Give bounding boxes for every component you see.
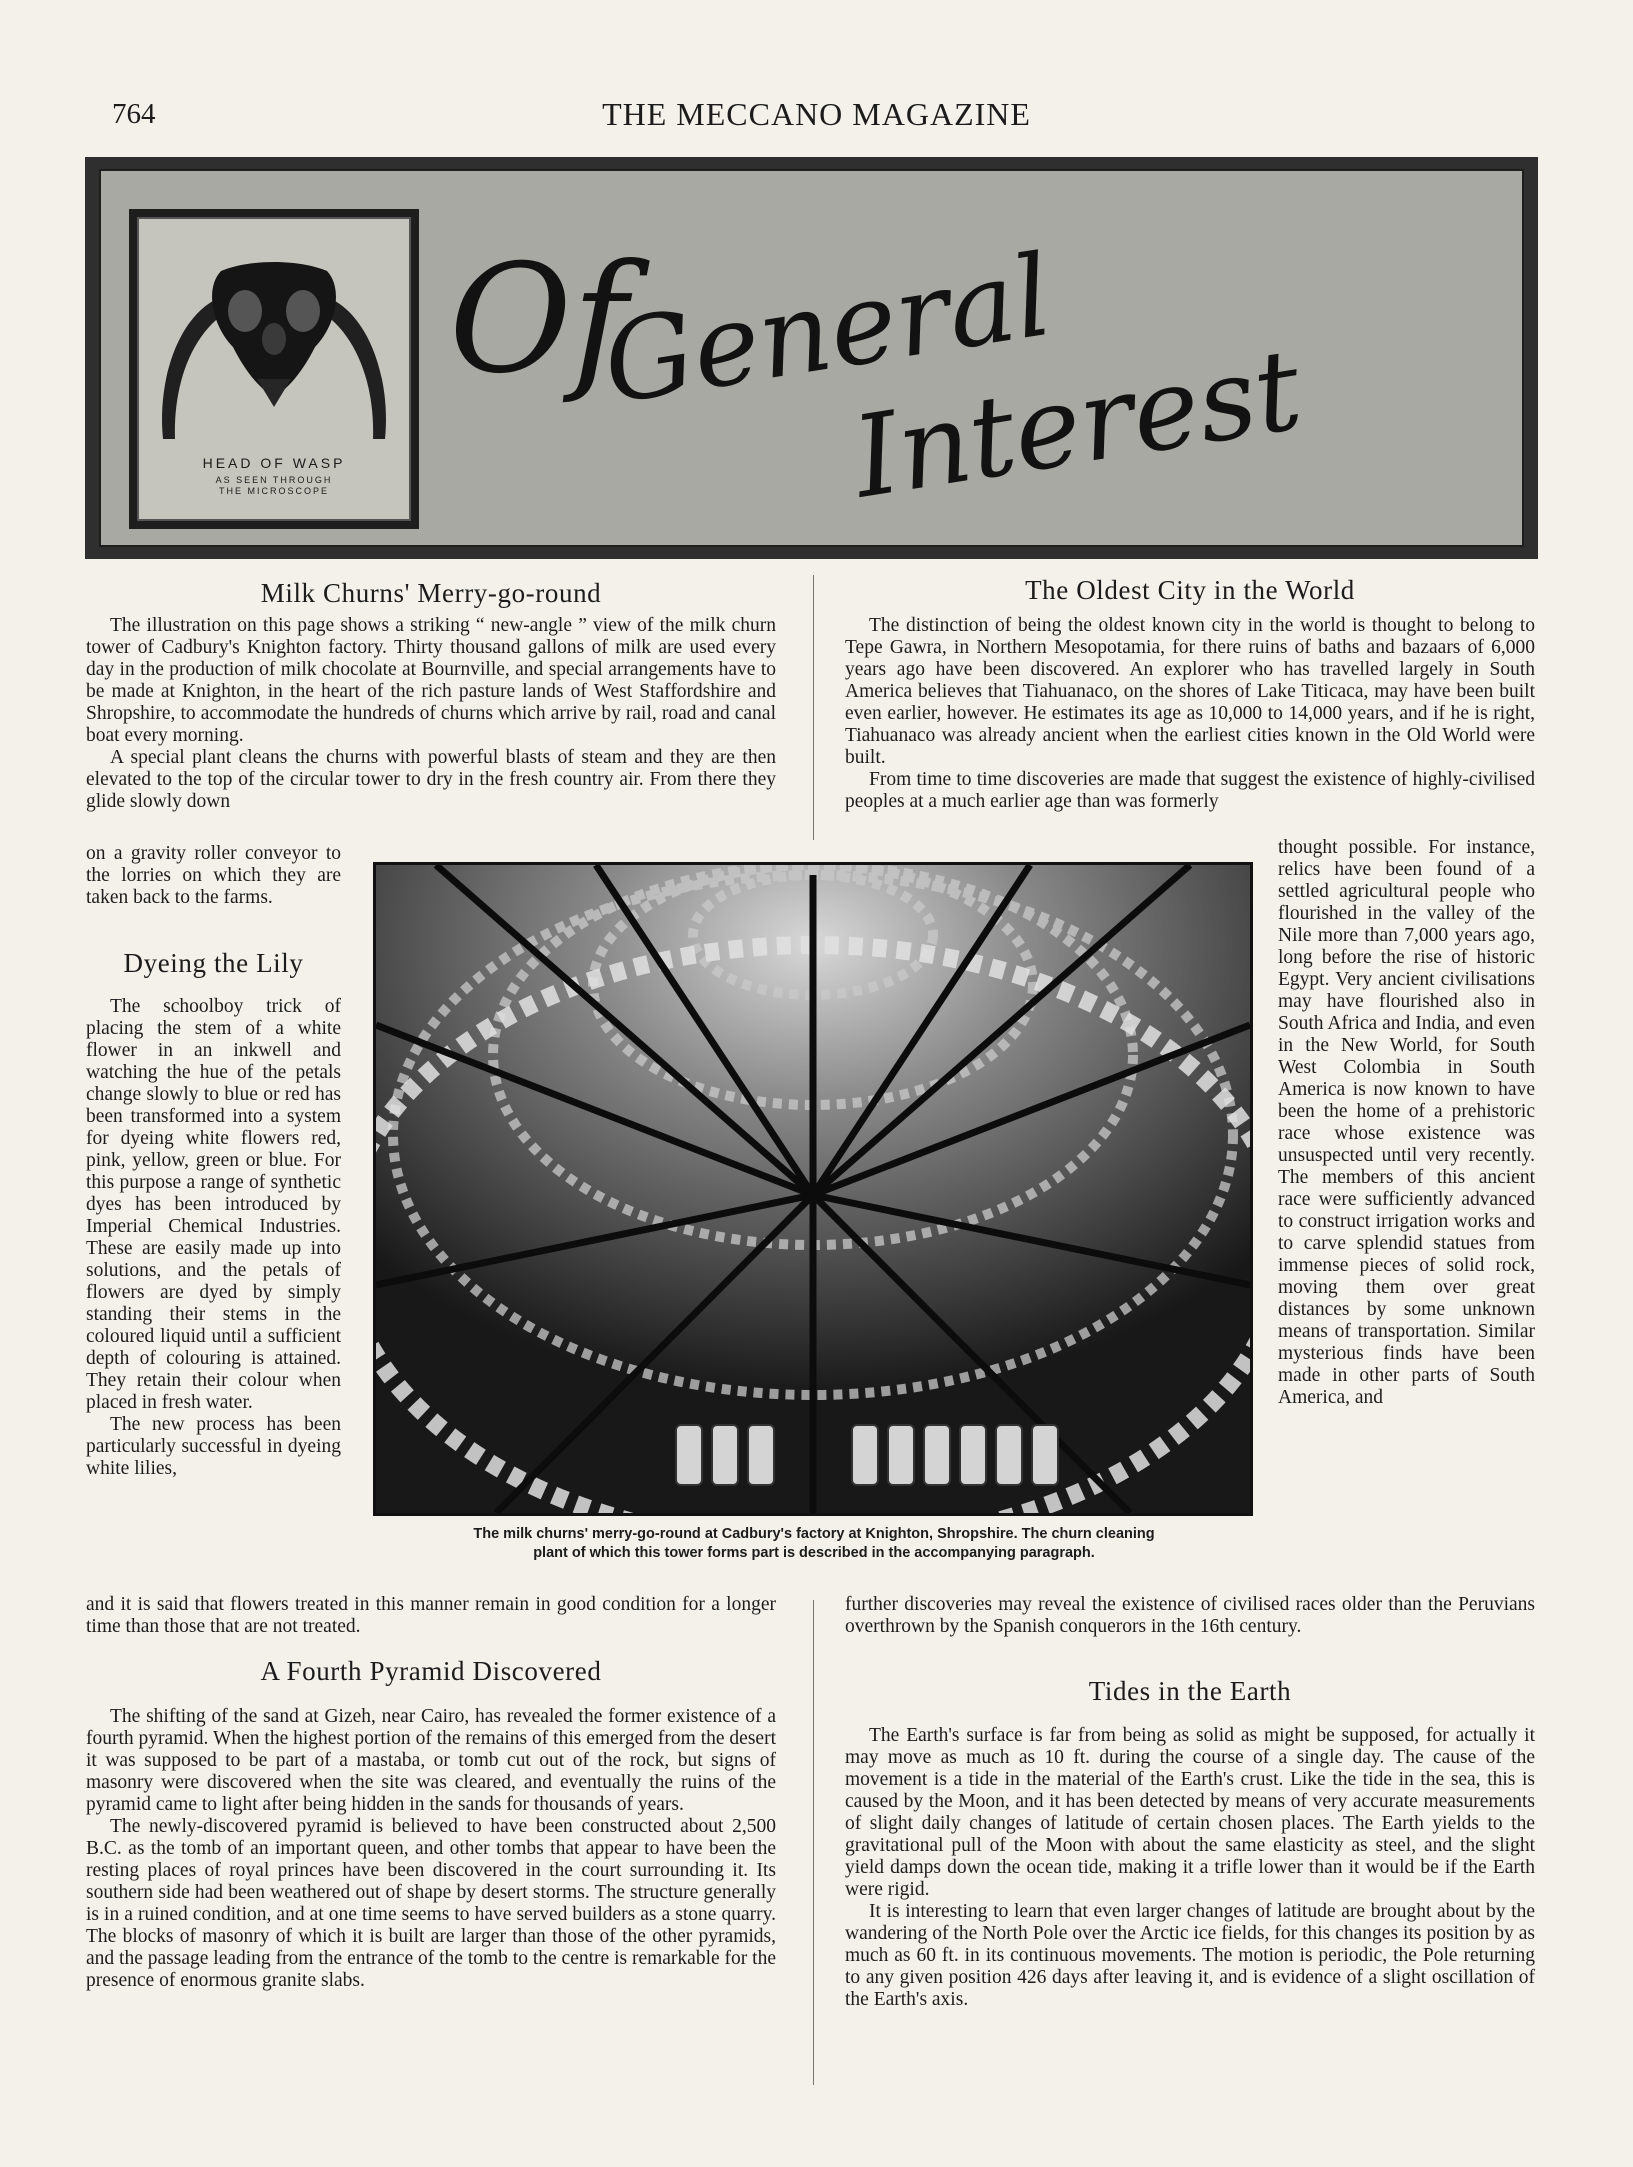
magazine-title: THE MECCANO MAGAZINE <box>602 96 1031 132</box>
milk-paragraph-1: The illustration on this page shows a striking “ new-angle ” view of the milk churn tower of Cadbury's Knighton factory. Thirty thousand gallons of milk are used every day in the production of milk chocolate at Bournville, and special arrangements have to be made at Knighton, in the heart of the rich pasture lands of West Staffordshire and Shropshire, to accommodate the hundreds of churns which arrive by rail, road and canal boat every morning. <box>86 615 776 746</box>
inset-caption-line2-text: AS SEEN THROUGH <box>215 475 333 485</box>
pyramid-article <box>86 1706 776 1992</box>
tides-paragraph-1: The Earth's surface is far from being as solid as might be supposed, for actually it may move as much as 10 ft. during the course of a single day. The cause of the movement is a tide in the material of the Earth's crust. Like the tide in the sea, this is caused by the Moon, and it has been detected by means of very accurate measurements of slight daily changes of latitude of certain chosen places. The Earth yields to the gravitational pull of the Moon with about the same elasticity as steel, and the slight yield damps down the ocean tide, making it a trifle lower than it would be if the Earth were rigid. <box>845 1725 1535 1900</box>
inset-caption-line2 <box>139 475 409 497</box>
inset-caption-line3-text: THE MICROSCOPE <box>218 486 329 496</box>
lily-paragraph-1: The schoolboy trick of placing the stem of a white flower in an inkwell and watching the hue of the petals change slowly to blue or red has been transformed into a system for dyeing white flowers red, pink, yellow, green or blue. For this purpose a range of synthetic dyes has been introduced by Imperial Chemical Industries. These are easily made up into solutions, and the petals of flowers are dyed by simply standing their stems in the coloured liquid until a sufficient depth of colouring is attained. They retain their colour when placed in fresh water. <box>86 996 341 1413</box>
oldest-city-paragraph-2: From time to time discoveries are made that suggest the existence of highly-civilised peoples at a much earlier age than was formerly <box>845 769 1535 812</box>
lily-article <box>86 996 341 1480</box>
inset-caption-line1: HEAD OF WASP <box>202 455 346 471</box>
milk-article <box>86 615 776 813</box>
oldest-city-paragraph-2-end <box>845 1594 1535 1638</box>
column-divider-bottom <box>813 1600 814 2085</box>
title-word-general: General <box>594 230 1060 430</box>
oldest-city-end-text: further discoveries may reveal the existence of civilised races older than the Peruvians overthrown by the Spanish conquerors in the 16th century. <box>845 1594 1535 1637</box>
milk-churn-tower-photo <box>373 862 1253 1516</box>
lily-heading: Dyeing the Lily <box>123 948 304 978</box>
milk-heading: Milk Churns' Merry-go-round <box>260 578 602 608</box>
oldest-city-continued-text: thought possible. For instance, relics have been found of a settled agricultural people who flourished in the valley of the Nile more than 7,000 years ago, long before the rise of historic Egypt. Very ancient civilisations may have flourished also in South Africa and India, and even in the New World, for South West Colombia in South America is now known to have been the home of a prehistoric race whose existence was unsuspected until very recently. The members of this ancient race were sufficiently advanced to construct irrigation works and to carve splendid statues from immense pieces of solid rock, moving them over great distances by some unknown means of transportation. Similar mysterious finds have been made in other parts of South America, and <box>1278 837 1535 1408</box>
column-divider-top <box>813 575 814 840</box>
milk-paragraph-2: A special plant cleans the churns with powerful blasts of steam and they are then elevated to the top of the circular tower to dry in the fresh country air. From there they glide slowly down <box>86 747 776 812</box>
title-word-of: Of <box>449 233 628 407</box>
tides-paragraph-2: It is interesting to learn that even larger changes of latitude are brought about by the wandering of the North Pole over the Arctic ice fields, for this changes its position by as much as 60 ft. in its continuous movements. The motion is periodic, the Pole returning to any given position 426 days after leaving it, and is evidence of a slight oscillation of the Earth's axis. <box>845 1901 1535 2010</box>
title-word-interest: Interest <box>844 324 1310 524</box>
pyramid-paragraph-2: The newly-discovered pyramid is believed to have been constructed about 2,500 B.C. as the tomb of an important queen, and other tombs that appear to have been the resting places of royal princes have been discovered in the court surrounding it. Its southern side had been weathered out of shape by desert storms. The structure generally is in a ruined condition, and at one time seems to have served builders as a stone quarry. The blocks of masonry of which it is built are larger than those of the other pyramids, and the passage leading from the entrance of the tomb to the centre is remarkable for the presence of enormous granite slabs. <box>86 1816 776 1991</box>
wasp-head-icon <box>139 219 409 451</box>
oldest-city-paragraph-2-continued <box>1278 837 1535 1409</box>
photo-caption <box>370 1525 1258 1563</box>
oldest-city-paragraph-1: The distinction of being the oldest known city in the world is thought to belong to Tepe Gawra, in Northern Mesopotamia, for there ruins of baths and bazaars of 6,000 years ago have been discovered. An explorer who has travelled largely in South America believes that Tiahuanaco, on the shores of Lake Titicaca, may have been built even earlier, however. He estimates its age as 10,000 to 14,000 years, and if he is right, Tiahuanaco was already ancient when the earliest cities known in the Old World were built. <box>845 615 1535 768</box>
banner-title <box>431 171 1511 545</box>
photo-caption-line2: plant of which this tower forms part is described in the accompanying paragraph. <box>533 1545 1095 1561</box>
photo-caption-line1: The milk churns' merry-go-round at Cadbury's factory at Knighton, Shropshire. The churn cleaning <box>473 1526 1155 1542</box>
lily-continued-text: and it is said that flowers treated in this manner remain in good condition for a longer time than those that are not treated. <box>86 1594 776 1637</box>
section-banner <box>85 157 1538 559</box>
wasp-inset <box>137 217 411 521</box>
milk-continued-text: on a gravity roller conveyor to the lorries on which they are taken back to the farms. <box>86 843 341 908</box>
tides-article <box>845 1725 1535 2011</box>
pyramid-heading: A Fourth Pyramid Discovered <box>260 1656 602 1686</box>
churn-tower-illustration <box>376 865 1250 1513</box>
milk-paragraph-2-continued <box>86 843 341 909</box>
pyramid-paragraph-1: The shifting of the sand at Gizeh, near Cairo, has revealed the former existence of a fourth pyramid. When the highest portion of the remains of this emerged from the desert it was supposed to be part of a mastaba, or tomb cut out of the rock, but signs of masonry were discovered when the site was cleared, and eventually the ruins of the pyramid came to light after being hidden in the sands for thousands of years. <box>86 1706 776 1815</box>
wasp-inset-frame <box>129 209 419 529</box>
page-number: 764 <box>112 98 156 130</box>
oldest-city-heading: The Oldest City in the World <box>1025 575 1355 605</box>
lily-paragraph-2: The new process has been particularly successful in dyeing white lilies, <box>86 1414 341 1479</box>
lily-paragraph-2-continued <box>86 1594 776 1638</box>
tides-heading: Tides in the Earth <box>1088 1676 1292 1706</box>
banner-panel <box>99 169 1524 547</box>
oldest-city-article <box>845 615 1535 813</box>
